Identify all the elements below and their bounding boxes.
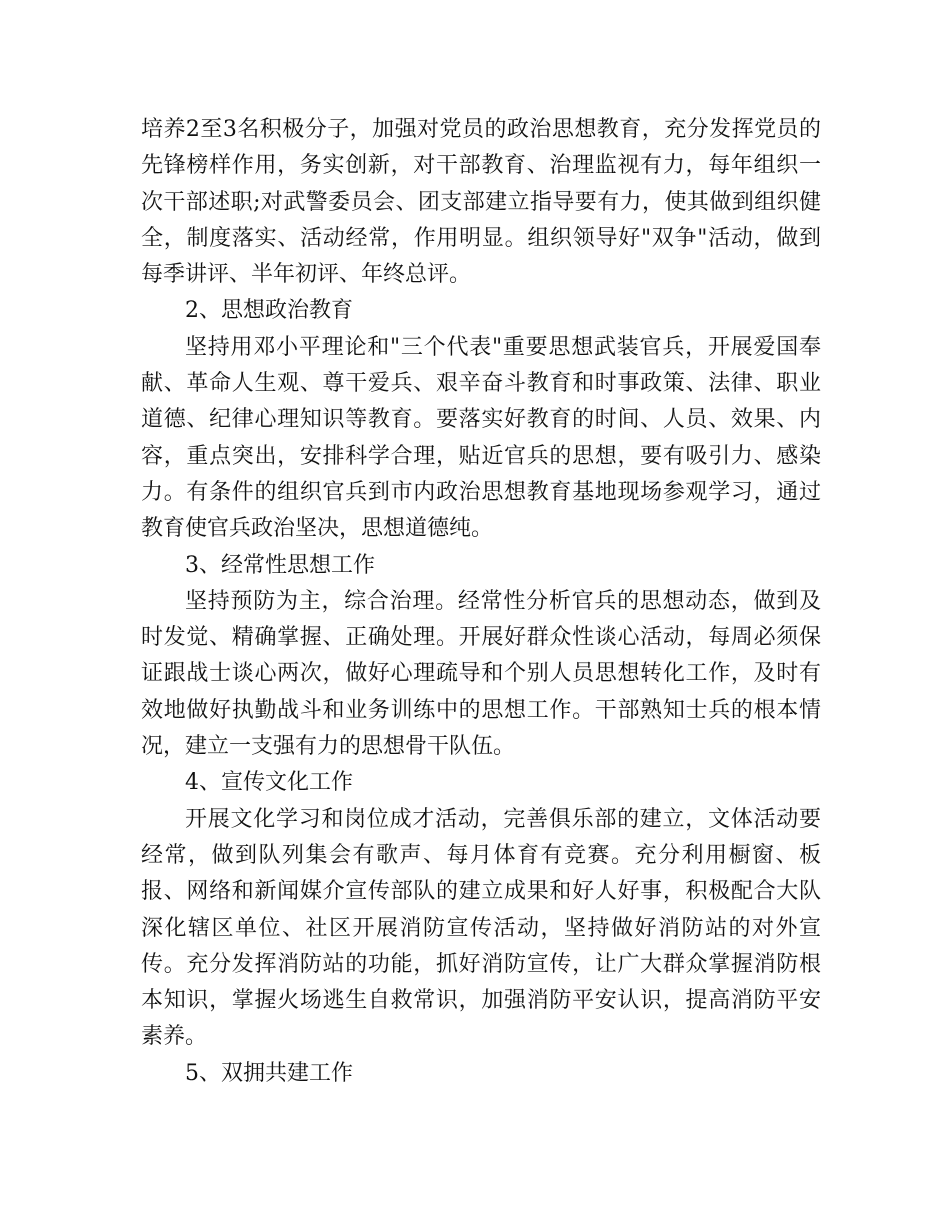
section-heading-ideological-education: 2、思想政治教育 bbox=[185, 298, 353, 324]
paragraph-party-work-continued: 培养2至3名积极分子，加强对党员的政治思想教育，充分发挥党员的先锋榜样作用，务实创新，对干部教育、治理监视有力，每年组织一次干部述职;对武警委员会、团支部建立指导要有力，使其做到组织健全，制度落实、活动经常，作用明显。组织领导好"双争"活动，做到每季讲评、半年初评、年终总评。 bbox=[141, 117, 821, 288]
section-heading-publicity-culture: 4、宣传文化工作 bbox=[185, 770, 353, 796]
paragraph-ideological-education: 坚持用邓小平理论和"三个代表"重要思想武装官兵，开展爱国奉献、革命人生观、尊干爱兵、艰辛奋斗教育和时事政策、法律、职业道德、纪律心理知识等教育。要落实好教育的时间、人员、效果、内容，重点突出，安排科学合理，贴近官兵的思想，要有吸引力、感染力。有条件的组织官兵到市内政治思想教育基地现场参观学习，通过教育使官兵政治坚决，思想道德纯。 bbox=[141, 334, 821, 542]
document-body bbox=[141, 112, 821, 1092]
paragraph-regular-ideological-work: 坚持预防为主，综合治理。经常性分析官兵的思想动态，做到及时发觉、精确掌握、正确处理。开展好群众性谈心活动，每周必须保证跟战士谈心两次，做好心理疏导和个别人员思想转化工作，及时有效地做好执勤战斗和业务训练中的思想工作。干部熟知士兵的根本情况，建立一支强有力的思想骨干队伍。 bbox=[141, 588, 821, 760]
section-heading-double-support: 5、双拥共建工作 bbox=[185, 1060, 353, 1086]
paragraph-publicity-culture: 开展文化学习和岗位成才活动，完善俱乐部的建立，文体活动要经常，做到队列集会有歌声、每月体育有竞赛。充分利用橱窗、板报、网络和新闻媒介宣传部队的建立成果和好人好事，积极配合大队深化辖区单位、社区开展消防宣传活动，坚持做好消防站的对外宣传。充分发挥消防站的功能，抓好消防宣传，让广大群众掌握消防根本知识，掌握火场逃生自救常识，加强消防平安认识，提高消防平安素养。 bbox=[141, 806, 821, 1050]
section-heading-regular-ideological-work: 3、经常性思想工作 bbox=[185, 552, 375, 578]
